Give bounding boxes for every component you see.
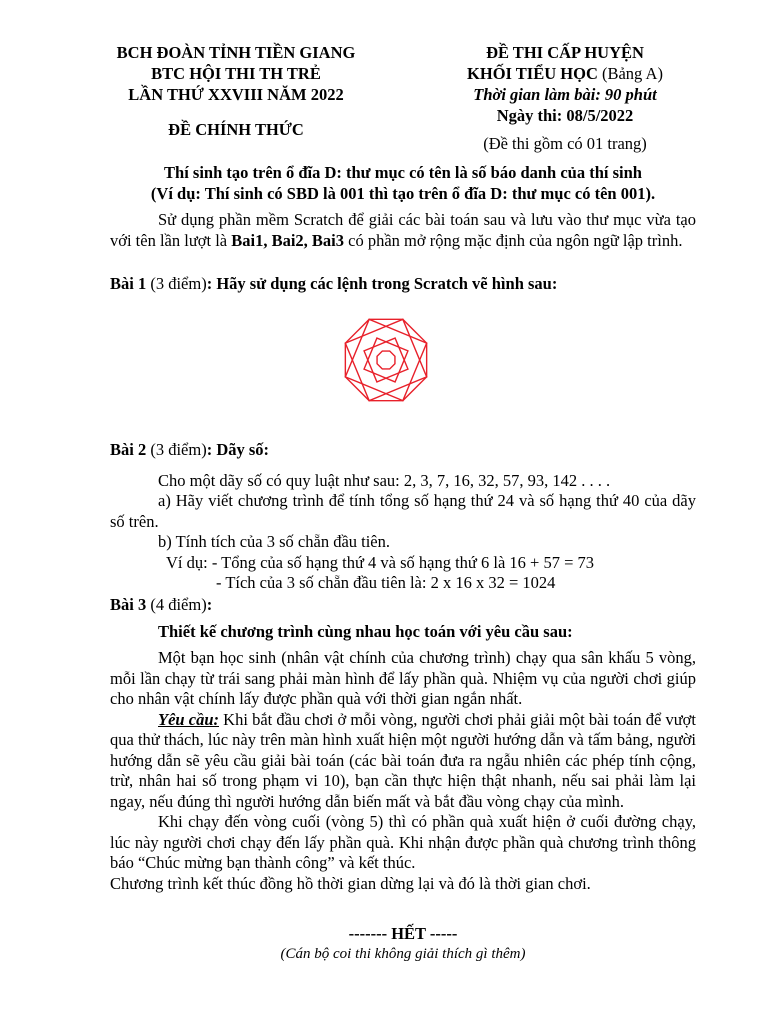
problem-1-heading: Bài 1 (3 điểm): Hãy sử dụng các lệnh trong Scratch vẽ hình sau: bbox=[110, 274, 558, 293]
header-organization bbox=[86, 42, 386, 140]
question-a: a) Hãy viết chương trình để tính tổng số hạng thứ 24 và số hạng thứ 40 của dãy số trên. bbox=[110, 491, 696, 531]
exam-page-count: (Đề thi gồm có 01 trang) bbox=[483, 134, 647, 153]
problem-3-requirements: Yêu cầu: Khi bắt đầu chơi ở mỗi vòng, người chơi phải giải một bài toán để vượt qua thử thách, lúc này trên màn hình xuất hiện một người hướng dẫn và tấm bảng, người hướng dẫn sẽ yêu cầu giải bài toán (các bài toán đưa ra ngẫu nhiên các phép tính cộng, trừ, nhân hai số trong phạm vi 10), bạn cần thực hiện thật nhanh, nếu sai phải làm lại ngay, nếu đúng thì người hướng dẫn biến mất và bắt đầu vòng chạy của mình. bbox=[110, 709, 696, 811]
inner-square-2 bbox=[364, 338, 408, 382]
org-line-3: LẦN THỨ XXVIII NĂM 2022 bbox=[128, 85, 344, 104]
exam-level: ĐỀ THI CẤP HUYỆN bbox=[486, 43, 644, 62]
instruction-line-2: (Ví dụ: Thí sinh có SBD là 001 thì tạo trên ổ đĩa D: thư mục có tên 001). bbox=[150, 183, 656, 203]
instruction-line-1: Thí sinh tạo trên ổ đĩa D: thư mục có tên là số báo danh của thí sinh bbox=[164, 163, 642, 182]
proctor-note: (Cán bộ coi thi không giải thích gì thêm) bbox=[280, 946, 526, 962]
intro-paragraph: Sử dụng phần mềm Scratch để giải các bài toán sau và lưu vào thư mục vừa tạo với tên lần lượt là Bai1, Bai2, Bai3 có phần mở rộng mặc định của ngôn ngữ lập trình. bbox=[110, 210, 696, 250]
problem-3 bbox=[110, 595, 696, 894]
problem-3-paragraph-3: Khi chạy đến vòng cuối (vòng 5) thì có phần quà xuất hiện ở cuối đường chạy, lúc này người chơi chạy đến lấy phần quà. Khi nhận được phần quà chương trình thông báo “Chúc mừng bạn thành công” và kết thúc. bbox=[110, 812, 696, 872]
end-marker: ------- HẾT ----- bbox=[348, 924, 458, 943]
example-2: - Tích của 3 số chẵn đầu tiên là: 2 x 16 x 32 = 1024 bbox=[216, 573, 556, 592]
octagon-star-figure bbox=[340, 314, 432, 406]
problem-3-paragraph-4: Chương trình kết thúc đồng hồ thời gian dừng lại và đó là thời gian chơi. bbox=[110, 873, 591, 893]
sequence-intro: Cho một dãy số có quy luật như sau: 2, 3, 7, 16, 32, 57, 93, 142 . . . . bbox=[158, 470, 611, 490]
exam-group: KHỐI TIỂU HỌC (Bảng A) bbox=[467, 64, 663, 83]
problem-3-heading: Bài 3 (4 điểm): bbox=[110, 595, 213, 614]
file-names: Bai1, Bai2, Bai3 bbox=[231, 230, 345, 250]
inner-square-1 bbox=[364, 338, 408, 382]
outer-octagon bbox=[345, 319, 426, 400]
core-octagon bbox=[377, 351, 395, 369]
org-line-2: BTC HỘI THI TH TRẺ bbox=[151, 64, 321, 83]
example-1: Ví dụ: - Tổng của số hạng thứ 4 và số hạng thứ 6 là 16 + 57 = 73 bbox=[166, 552, 595, 572]
official-exam-label: ĐỀ CHÍNH THỨC bbox=[168, 120, 304, 139]
exam-date: Ngày thi: 08/5/2022 bbox=[496, 106, 634, 125]
header-exam-info bbox=[420, 42, 710, 154]
problem-2-heading: Bài 2 (3 điểm): Dãy số: bbox=[110, 440, 270, 459]
instruction-block bbox=[110, 163, 696, 204]
exam-duration: Thời gian làm bài: 90 phút bbox=[473, 85, 657, 104]
question-b: b) Tính tích của 3 số chẵn đầu tiên. bbox=[158, 532, 391, 551]
org-line-1: BCH ĐOÀN TỈNH TIỀN GIANG bbox=[116, 43, 356, 62]
problem-3-paragraph-1: Một bạn học sinh (nhân vật chính của chương trình) chạy qua sân khấu 5 vòng, mỗi lần chạy từ trái sang phải màn hình để lấy phần quà. Nhiệm vụ của người chơi giúp cho nhân vật chính lấy được phần quà với thời gian ngắn nhất. bbox=[110, 648, 696, 708]
problem-3-subtitle: Thiết kế chương trình cùng nhau học toán với yêu cầu sau: bbox=[158, 621, 573, 641]
problem-2 bbox=[110, 440, 696, 594]
